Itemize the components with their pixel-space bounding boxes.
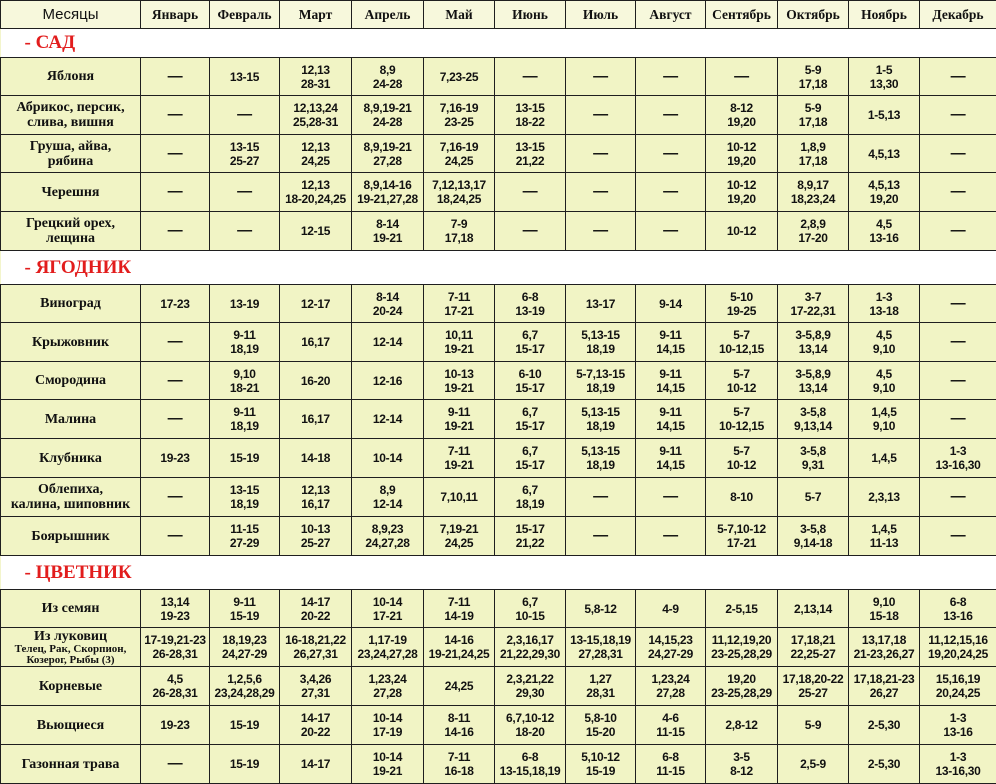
section-row bbox=[1, 251, 996, 285]
plant-name-cell bbox=[1, 439, 141, 478]
date-cell: 16-18,21,22 26,27,31 bbox=[280, 628, 352, 667]
plant-row bbox=[1, 96, 996, 135]
date-cell: — bbox=[566, 173, 636, 212]
date-cell: 2,3,16,17 21,22,29,30 bbox=[495, 628, 566, 667]
date-cell: 6,7 15-17 bbox=[495, 400, 566, 439]
plant-row bbox=[1, 745, 996, 784]
date-cell: 16,17 bbox=[280, 323, 352, 362]
date-cell: 12,13 28-31 bbox=[280, 58, 352, 96]
date-cell: 5,8-10 15-20 bbox=[566, 706, 636, 745]
date-cell: 14-16 19-21,24,25 bbox=[424, 628, 495, 667]
date-cell: 19-23 bbox=[141, 706, 210, 745]
plant-name: Груша, айва, рябина bbox=[30, 139, 112, 169]
date-cell: 4,5 26-28,31 bbox=[141, 667, 210, 706]
plant-row bbox=[1, 173, 996, 212]
plant-name-cell bbox=[1, 517, 141, 556]
date-cell: 8-14 20-24 bbox=[352, 285, 424, 323]
date-cell: 10-13 19-21 bbox=[424, 362, 495, 400]
date-cell: 8-14 19-21 bbox=[352, 212, 424, 251]
date-cell: 8-10 bbox=[706, 478, 778, 517]
date-cell: 8-11 14-16 bbox=[424, 706, 495, 745]
plant-name-cell bbox=[1, 478, 141, 517]
date-cell: 12-15 bbox=[280, 212, 352, 251]
date-cell: 4,5,13 19,20 bbox=[849, 173, 920, 212]
date-cell: 13-15 21,22 bbox=[495, 135, 566, 173]
date-cell: — bbox=[636, 58, 706, 96]
date-cell: — bbox=[636, 212, 706, 251]
header-months-label: Месяцы bbox=[1, 1, 141, 29]
date-cell: 8,9,23 24,27,28 bbox=[352, 517, 424, 556]
date-cell: 1,4,5 11-13 bbox=[849, 517, 920, 556]
date-cell: — bbox=[920, 517, 996, 556]
date-cell: 6-8 13-19 bbox=[495, 285, 566, 323]
plant-name: Вьющиеся bbox=[37, 718, 105, 733]
date-cell: 5-7,13-15 18,19 bbox=[566, 362, 636, 400]
header-month-december: Декабрь bbox=[920, 1, 996, 29]
date-cell: 15-19 bbox=[210, 745, 280, 784]
header-month-august: Август bbox=[636, 1, 706, 29]
date-cell: 7-11 16-18 bbox=[424, 745, 495, 784]
date-cell: 10-12 19,20 bbox=[706, 173, 778, 212]
date-cell: 7,10,11 bbox=[424, 478, 495, 517]
date-cell: 9-11 14,15 bbox=[636, 323, 706, 362]
date-cell: 19-23 bbox=[141, 439, 210, 478]
date-cell: 5,8-12 bbox=[566, 590, 636, 628]
header-month-february: Февраль bbox=[210, 1, 280, 29]
date-cell: 4,5,13 bbox=[849, 135, 920, 173]
date-cell: — bbox=[636, 96, 706, 135]
date-cell: 4-9 bbox=[636, 590, 706, 628]
date-cell: 1,23,24 27,28 bbox=[352, 667, 424, 706]
header-month-november: Ноябрь bbox=[849, 1, 920, 29]
date-cell: — bbox=[566, 478, 636, 517]
plant-name: Клубника bbox=[39, 451, 102, 466]
date-cell: 10-12 19,20 bbox=[706, 135, 778, 173]
date-cell: 5,13-15 18,19 bbox=[566, 400, 636, 439]
date-cell: 9-11 14,15 bbox=[636, 362, 706, 400]
date-cell: 9-11 15-19 bbox=[210, 590, 280, 628]
date-cell: 2-5,30 bbox=[849, 745, 920, 784]
date-cell: 15-17 21,22 bbox=[495, 517, 566, 556]
date-cell: 13-15 bbox=[210, 58, 280, 96]
date-cell: 6,7 18,19 bbox=[495, 478, 566, 517]
plant-name-cell bbox=[1, 745, 141, 784]
date-cell: 8-12 19,20 bbox=[706, 96, 778, 135]
date-cell: 7,19-21 24,25 bbox=[424, 517, 495, 556]
date-cell: 10-14 17-19 bbox=[352, 706, 424, 745]
date-cell: 17,18,21 22,25-27 bbox=[778, 628, 849, 667]
date-cell: — bbox=[141, 400, 210, 439]
date-cell: 13,14 19-23 bbox=[141, 590, 210, 628]
date-cell: 7-11 14-19 bbox=[424, 590, 495, 628]
date-cell: — bbox=[920, 285, 996, 323]
date-cell: — bbox=[141, 58, 210, 96]
plant-row bbox=[1, 439, 996, 478]
date-cell: 17,18,21-23 26,27 bbox=[849, 667, 920, 706]
plant-name: Корневые bbox=[39, 679, 102, 694]
date-cell: 9-14 bbox=[636, 285, 706, 323]
plant-name-cell bbox=[1, 135, 141, 173]
plant-row bbox=[1, 135, 996, 173]
date-cell: 7-11 19-21 bbox=[424, 439, 495, 478]
date-cell: — bbox=[920, 212, 996, 251]
plant-row bbox=[1, 478, 996, 517]
date-cell: 7-11 17-21 bbox=[424, 285, 495, 323]
plant-row bbox=[1, 517, 996, 556]
header-month-june: Июнь bbox=[495, 1, 566, 29]
date-cell: 12,13 24,25 bbox=[280, 135, 352, 173]
date-cell: — bbox=[141, 517, 210, 556]
date-cell: — bbox=[636, 135, 706, 173]
date-cell: — bbox=[141, 173, 210, 212]
header-month-october: Октябрь bbox=[778, 1, 849, 29]
date-cell: — bbox=[141, 362, 210, 400]
date-cell: 5-9 17,18 bbox=[778, 96, 849, 135]
date-cell: 17-19,21-23 26-28,31 bbox=[141, 628, 210, 667]
date-cell: 17,18,20-22 25-27 bbox=[778, 667, 849, 706]
date-cell: — bbox=[495, 58, 566, 96]
date-cell: 3-5,8 9,31 bbox=[778, 439, 849, 478]
plant-row bbox=[1, 590, 996, 628]
date-cell: 14-17 20-22 bbox=[280, 590, 352, 628]
plant-row bbox=[1, 400, 996, 439]
plant-row bbox=[1, 362, 996, 400]
section-row bbox=[1, 29, 996, 58]
date-cell: — bbox=[141, 135, 210, 173]
date-cell: 4,5 9,10 bbox=[849, 362, 920, 400]
plant-name: Грецкий орех, лещина bbox=[26, 216, 115, 246]
date-cell: 5-9 bbox=[778, 706, 849, 745]
plant-name-cell bbox=[1, 706, 141, 745]
date-cell: 9-11 18,19 bbox=[210, 323, 280, 362]
date-cell: — bbox=[495, 212, 566, 251]
date-cell: 3-7 17-22,31 bbox=[778, 285, 849, 323]
section-title: - ЦВЕТНИК bbox=[1, 556, 996, 590]
date-cell: 6-10 15-17 bbox=[495, 362, 566, 400]
date-cell: 2-5,15 bbox=[706, 590, 778, 628]
plant-row bbox=[1, 706, 996, 745]
date-cell: 2,13,14 bbox=[778, 590, 849, 628]
date-cell: 19,20 23-25,28,29 bbox=[706, 667, 778, 706]
date-cell: 8,9 12-14 bbox=[352, 478, 424, 517]
date-cell: 9-11 19-21 bbox=[424, 400, 495, 439]
date-cell: 1,2,5,6 23,24,28,29 bbox=[210, 667, 280, 706]
date-cell: 10,11 19-21 bbox=[424, 323, 495, 362]
header-month-september: Сентябрь bbox=[706, 1, 778, 29]
date-cell: — bbox=[495, 173, 566, 212]
date-cell: 14,15,23 24,27-29 bbox=[636, 628, 706, 667]
header-month-april: Апрель bbox=[352, 1, 424, 29]
date-cell: 13,17,18 21-23,26,27 bbox=[849, 628, 920, 667]
date-cell: 3-5,8 9,14-18 bbox=[778, 517, 849, 556]
date-cell: 1-5,13 bbox=[849, 96, 920, 135]
date-cell: 1,17-19 23,24,27,28 bbox=[352, 628, 424, 667]
plant-name-cell bbox=[1, 323, 141, 362]
plant-row bbox=[1, 323, 996, 362]
date-cell: — bbox=[210, 96, 280, 135]
date-cell: 5-9 17,18 bbox=[778, 58, 849, 96]
date-cell: 10-13 25-27 bbox=[280, 517, 352, 556]
date-cell: 6,7 15-17 bbox=[495, 439, 566, 478]
date-cell: 12-16 bbox=[352, 362, 424, 400]
plant-name: Из луковиц bbox=[34, 629, 107, 644]
plant-name: Из семян bbox=[42, 601, 100, 616]
date-cell: 8,9,14-16 19-21,27,28 bbox=[352, 173, 424, 212]
date-cell: 16-20 bbox=[280, 362, 352, 400]
date-cell: 6-8 11-15 bbox=[636, 745, 706, 784]
date-cell: 14-18 bbox=[280, 439, 352, 478]
date-cell: 3,4,26 27,31 bbox=[280, 667, 352, 706]
plant-name-subtitle: Телец, Рак, Скорпион, Козерог, Рыбы (3) bbox=[1, 644, 140, 666]
date-cell: 14-17 bbox=[280, 745, 352, 784]
date-cell: 7,16-19 23-25 bbox=[424, 96, 495, 135]
plant-row bbox=[1, 628, 996, 667]
date-cell: 1,8,9 17,18 bbox=[778, 135, 849, 173]
date-cell: — bbox=[210, 173, 280, 212]
section-title: - САД bbox=[1, 29, 996, 58]
date-cell: 5,13-15 18,19 bbox=[566, 323, 636, 362]
date-cell: — bbox=[141, 212, 210, 251]
date-cell: 18,19,23 24,27-29 bbox=[210, 628, 280, 667]
date-cell: 16,17 bbox=[280, 400, 352, 439]
section-title: - ЯГОДНИК bbox=[1, 251, 996, 285]
date-cell: 2-5,30 bbox=[849, 706, 920, 745]
date-cell: 2,8-12 bbox=[706, 706, 778, 745]
plant-name-cell bbox=[1, 590, 141, 628]
date-cell: 6-8 13-15,18,19 bbox=[495, 745, 566, 784]
date-cell: 13-15 25-27 bbox=[210, 135, 280, 173]
date-cell: 13-15 18,19 bbox=[210, 478, 280, 517]
date-cell: 12-14 bbox=[352, 323, 424, 362]
date-cell: 5,13-15 18,19 bbox=[566, 439, 636, 478]
date-cell: 3-5 8-12 bbox=[706, 745, 778, 784]
header-month-july: Июль bbox=[566, 1, 636, 29]
plant-name-cell bbox=[1, 96, 141, 135]
date-cell: 10-12 bbox=[706, 212, 778, 251]
date-cell: — bbox=[920, 135, 996, 173]
header-month-may: Май bbox=[424, 1, 495, 29]
section-row bbox=[1, 556, 996, 590]
plant-name-cell bbox=[1, 173, 141, 212]
date-cell: — bbox=[636, 517, 706, 556]
date-cell: 10-14 19-21 bbox=[352, 745, 424, 784]
date-cell: 2,3,13 bbox=[849, 478, 920, 517]
plant-name: Крыжовник bbox=[32, 335, 109, 350]
date-cell: 5-7,10-12 17-21 bbox=[706, 517, 778, 556]
plant-name-cell bbox=[1, 667, 141, 706]
plant-name: Газонная трава bbox=[22, 757, 120, 772]
date-cell: 8,9,17 18,23,24 bbox=[778, 173, 849, 212]
date-cell: 1-3 13-16,30 bbox=[920, 439, 996, 478]
date-cell: 7,12,13,17 18,24,25 bbox=[424, 173, 495, 212]
date-cell: 4,5 13-16 bbox=[849, 212, 920, 251]
months-header-row bbox=[1, 1, 996, 29]
date-cell: 8,9,19-21 27,28 bbox=[352, 135, 424, 173]
plant-name-cell bbox=[1, 212, 141, 251]
date-cell: 1-3 13-18 bbox=[849, 285, 920, 323]
date-cell: — bbox=[210, 212, 280, 251]
date-cell: 15,16,19 20,24,25 bbox=[920, 667, 996, 706]
date-cell: 15-19 bbox=[210, 439, 280, 478]
date-cell: 12,13,24 25,28-31 bbox=[280, 96, 352, 135]
date-cell: 6-8 13-16 bbox=[920, 590, 996, 628]
plant-name: Яблоня bbox=[47, 69, 94, 84]
date-cell: 2,5-9 bbox=[778, 745, 849, 784]
plant-name: Боярышник bbox=[31, 529, 109, 544]
date-cell: 1,23,24 27,28 bbox=[636, 667, 706, 706]
date-cell: — bbox=[706, 58, 778, 96]
date-cell: 15-19 bbox=[210, 706, 280, 745]
date-cell: 3-5,8 9,13,14 bbox=[778, 400, 849, 439]
date-cell: 5-7 10-12 bbox=[706, 439, 778, 478]
plant-row bbox=[1, 212, 996, 251]
date-cell: 12,13 16,17 bbox=[280, 478, 352, 517]
date-cell: 4,5 9,10 bbox=[849, 323, 920, 362]
date-cell: 13-17 bbox=[566, 285, 636, 323]
date-cell: 5-10 19-25 bbox=[706, 285, 778, 323]
date-cell: — bbox=[141, 96, 210, 135]
calendar-body bbox=[1, 29, 996, 784]
date-cell: 5,10-12 15-19 bbox=[566, 745, 636, 784]
date-cell: 2,8,9 17-20 bbox=[778, 212, 849, 251]
date-cell: 6,7,10-12 18-20 bbox=[495, 706, 566, 745]
date-cell: 13-15 18-22 bbox=[495, 96, 566, 135]
header-month-january: Январь bbox=[141, 1, 210, 29]
plant-name: Виноград bbox=[40, 296, 101, 311]
date-cell: 12,13 18-20,24,25 bbox=[280, 173, 352, 212]
date-cell: 14-17 20-22 bbox=[280, 706, 352, 745]
date-cell: 1-3 13-16,30 bbox=[920, 745, 996, 784]
plant-name-cell bbox=[1, 400, 141, 439]
date-cell: — bbox=[566, 135, 636, 173]
date-cell: 1,4,5 bbox=[849, 439, 920, 478]
plant-name: Абрикос, персик, слива, вишня bbox=[16, 100, 124, 130]
plant-name: Черешня bbox=[42, 185, 100, 200]
date-cell: — bbox=[920, 58, 996, 96]
date-cell: — bbox=[920, 173, 996, 212]
plant-name-cell bbox=[1, 628, 141, 667]
plant-name-cell bbox=[1, 362, 141, 400]
date-cell: 13-19 bbox=[210, 285, 280, 323]
date-cell: — bbox=[636, 478, 706, 517]
date-cell: 5-7 bbox=[778, 478, 849, 517]
date-cell: — bbox=[920, 478, 996, 517]
plant-name-cell bbox=[1, 58, 141, 96]
date-cell: — bbox=[920, 400, 996, 439]
date-cell: — bbox=[141, 478, 210, 517]
plant-name: Смородина bbox=[35, 373, 106, 388]
date-cell: — bbox=[566, 212, 636, 251]
date-cell: — bbox=[566, 96, 636, 135]
header-month-march: Март bbox=[280, 1, 352, 29]
date-cell: 9-11 14,15 bbox=[636, 439, 706, 478]
date-cell: 5-7 10-12 bbox=[706, 362, 778, 400]
date-cell: — bbox=[920, 323, 996, 362]
date-cell: 1-3 13-16 bbox=[920, 706, 996, 745]
date-cell: 11,12,19,20 23-25,28,29 bbox=[706, 628, 778, 667]
plant-row bbox=[1, 58, 996, 96]
date-cell: 8,9 24-28 bbox=[352, 58, 424, 96]
plant-row bbox=[1, 285, 996, 323]
date-cell: 13-15,18,19 27,28,31 bbox=[566, 628, 636, 667]
date-cell: — bbox=[920, 96, 996, 135]
date-cell: 5-7 10-12,15 bbox=[706, 400, 778, 439]
date-cell: 1-5 13,30 bbox=[849, 58, 920, 96]
date-cell: 11-15 27-29 bbox=[210, 517, 280, 556]
date-cell: — bbox=[920, 362, 996, 400]
date-cell: 12-14 bbox=[352, 400, 424, 439]
date-cell: 1,4,5 9,10 bbox=[849, 400, 920, 439]
date-cell: 9,10 15-18 bbox=[849, 590, 920, 628]
date-cell: — bbox=[636, 173, 706, 212]
date-cell: — bbox=[566, 517, 636, 556]
date-cell: 3-5,8,9 13,14 bbox=[778, 323, 849, 362]
date-cell: 10-14 bbox=[352, 439, 424, 478]
date-cell: 1,27 28,31 bbox=[566, 667, 636, 706]
date-cell: 6,7 10-15 bbox=[495, 590, 566, 628]
plant-name-cell bbox=[1, 285, 141, 323]
date-cell: 12-17 bbox=[280, 285, 352, 323]
date-cell: 5-7 10-12,15 bbox=[706, 323, 778, 362]
date-cell: 3-5,8,9 13,14 bbox=[778, 362, 849, 400]
plant-name: Облепиха, калина, шиповник bbox=[11, 482, 130, 512]
date-cell: 7,16-19 24,25 bbox=[424, 135, 495, 173]
date-cell: 7-9 17,18 bbox=[424, 212, 495, 251]
date-cell: 2,3,21,22 29,30 bbox=[495, 667, 566, 706]
date-cell: 6,7 15-17 bbox=[495, 323, 566, 362]
plant-name: Малина bbox=[45, 412, 96, 427]
date-cell: 11,12,15,16 19,20,24,25 bbox=[920, 628, 996, 667]
date-cell: — bbox=[566, 58, 636, 96]
date-cell: — bbox=[141, 745, 210, 784]
date-cell: 8,9,19-21 24-28 bbox=[352, 96, 424, 135]
date-cell: 9-11 18,19 bbox=[210, 400, 280, 439]
date-cell: 17-23 bbox=[141, 285, 210, 323]
date-cell: — bbox=[141, 323, 210, 362]
date-cell: 24,25 bbox=[424, 667, 495, 706]
plant-row bbox=[1, 667, 996, 706]
date-cell: 9-11 14,15 bbox=[636, 400, 706, 439]
date-cell: 9,10 18-21 bbox=[210, 362, 280, 400]
date-cell: 4-6 11-15 bbox=[636, 706, 706, 745]
date-cell: 10-14 17-21 bbox=[352, 590, 424, 628]
date-cell: 7,23-25 bbox=[424, 58, 495, 96]
